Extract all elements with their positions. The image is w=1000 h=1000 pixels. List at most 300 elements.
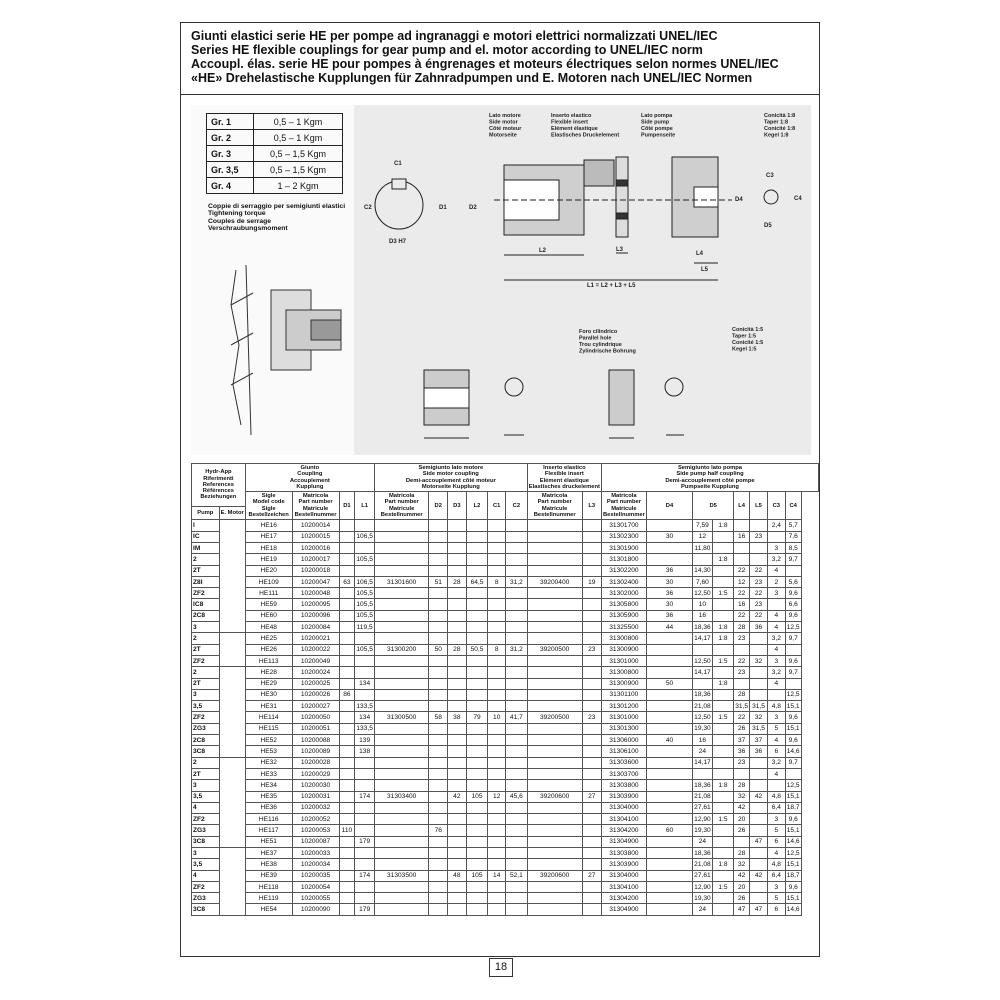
- pump-bore-circle: [764, 190, 778, 204]
- table-row: [192, 757, 819, 768]
- table-cell: 138: [355, 746, 375, 757]
- table-cell: [429, 746, 448, 757]
- table-cell: 28: [734, 689, 750, 700]
- table-cell: [466, 723, 488, 734]
- table-cell: 3: [767, 588, 785, 599]
- table-cell: [527, 689, 582, 700]
- table-cell: [374, 814, 429, 825]
- table-cell: [582, 678, 601, 689]
- table-row: [192, 633, 819, 644]
- table-row: [192, 622, 819, 633]
- table-cell: 28: [734, 847, 750, 858]
- pump-cell: IM: [192, 542, 220, 553]
- table-cell: 12,50: [693, 712, 713, 723]
- table-row: [192, 520, 819, 531]
- table-cell: [712, 531, 734, 542]
- table-cell: [506, 520, 528, 531]
- table-cell: 21,08: [693, 859, 713, 870]
- table-cell: [339, 847, 355, 858]
- table-cell: 42: [750, 791, 768, 802]
- table-cell: [750, 644, 768, 655]
- table-cell: [582, 746, 601, 757]
- table-cell: 24: [693, 904, 713, 915]
- table-cell: 20: [734, 814, 750, 825]
- table-cell: [448, 520, 467, 531]
- table-cell: 6,4: [767, 802, 785, 813]
- taper-hub: [609, 370, 634, 425]
- table-row: [192, 565, 819, 576]
- table-cell: [750, 814, 768, 825]
- table-cell: [734, 542, 750, 553]
- table-cell: 10200033: [292, 847, 339, 858]
- table-cell: [339, 893, 355, 904]
- table-cell: [767, 599, 785, 610]
- table-cell: [355, 825, 375, 836]
- table-cell: [339, 667, 355, 678]
- table-cell: [448, 610, 467, 621]
- table-cell: [712, 757, 734, 768]
- table-cell: 23: [750, 531, 768, 542]
- table-cell: 31304200: [601, 825, 646, 836]
- table-cell: 31305800: [601, 599, 646, 610]
- table-row: [192, 859, 819, 870]
- table-cell: [646, 554, 692, 565]
- table-cell: [429, 622, 448, 633]
- table-cell: 12,5: [785, 689, 801, 700]
- table-cell: [466, 542, 488, 553]
- table-cell: 4,8: [767, 701, 785, 712]
- table-cell: [429, 802, 448, 813]
- table-row: [192, 881, 819, 892]
- table-cell: 6: [767, 836, 785, 847]
- table-cell: [527, 859, 582, 870]
- table-cell: 5: [767, 893, 785, 904]
- table-cell: 9,6: [785, 881, 801, 892]
- table-cell: 31304200: [601, 893, 646, 904]
- table-cell: [448, 689, 467, 700]
- table-cell: [466, 610, 488, 621]
- table-cell: [693, 554, 713, 565]
- table-cell: 15,1: [785, 791, 801, 802]
- table-cell: [355, 633, 375, 644]
- table-cell: [582, 836, 601, 847]
- table-cell: [582, 881, 601, 892]
- table-cell: [712, 610, 734, 621]
- table-cell: 14,17: [693, 667, 713, 678]
- table-cell: [488, 780, 506, 791]
- table-cell: [646, 791, 692, 802]
- table-cell: [466, 825, 488, 836]
- table-cell: [429, 610, 448, 621]
- table-cell: [429, 814, 448, 825]
- insert-label: Inserto elastico Flexible insert Elément élastique Elastisches Druckelement: [551, 113, 620, 139]
- table-cell: [355, 520, 375, 531]
- table-cell: 31303500: [374, 870, 429, 881]
- table-cell: [488, 768, 506, 779]
- table-cell: 12,90: [693, 814, 713, 825]
- table-row: [192, 780, 819, 791]
- table-cell: 10200018: [292, 565, 339, 576]
- table-cell: [429, 599, 448, 610]
- pump-cell: ZF2: [192, 655, 220, 666]
- table-cell: [339, 633, 355, 644]
- table-cell: [712, 791, 734, 802]
- table-cell: [466, 757, 488, 768]
- table-cell: 27,61: [693, 870, 713, 881]
- table-cell: [448, 542, 467, 553]
- table-cell: 36: [750, 746, 768, 757]
- table-cell: 40: [646, 735, 692, 746]
- insert-part-header: Matricola Part number Matricule Bestellnummer: [527, 492, 582, 520]
- table-cell: 31304000: [601, 870, 646, 881]
- table-row: [192, 746, 819, 757]
- pump-cell: I: [192, 520, 220, 531]
- table-cell: [527, 588, 582, 599]
- table-cell: 10200024: [292, 667, 339, 678]
- table-cell: 31301300: [601, 723, 646, 734]
- table-row: [192, 576, 819, 587]
- table-cell: [339, 520, 355, 531]
- table-cell: [712, 565, 734, 576]
- pump-cell: 2T: [192, 768, 220, 779]
- table-cell: 31302300: [601, 531, 646, 542]
- table-cell: [527, 780, 582, 791]
- table-cell: [339, 565, 355, 576]
- pump-cell: ZG3: [192, 893, 220, 904]
- table-cell: 12: [488, 791, 506, 802]
- table-row: [192, 712, 819, 723]
- table-cell: [339, 746, 355, 757]
- table-cell: [582, 757, 601, 768]
- table-cell: HE17: [245, 531, 292, 542]
- torque-row: Gr. 3,5 0,5 – 1,5 Kgm: [207, 162, 343, 178]
- table-cell: 9,6: [785, 588, 801, 599]
- table-cell: [527, 520, 582, 531]
- taper5-label: Conicità 1:5 Taper 1:5 Conicité 1:5 Kegel 1:5: [732, 327, 764, 353]
- table-cell: [527, 768, 582, 779]
- table-cell: 179: [355, 904, 375, 915]
- emotor-cell: [219, 520, 245, 633]
- table-cell: [448, 836, 467, 847]
- table-row: [192, 610, 819, 621]
- table-cell: [506, 667, 528, 678]
- table-cell: 6: [767, 904, 785, 915]
- table-cell: [582, 531, 601, 542]
- table-cell: [466, 904, 488, 915]
- table-cell: [448, 599, 467, 610]
- pump-cell: 3: [192, 622, 220, 633]
- table-cell: 7,60: [693, 576, 713, 587]
- table-cell: [527, 531, 582, 542]
- pump-cell: 2T: [192, 678, 220, 689]
- table-cell: HE31: [245, 701, 292, 712]
- torque-row: Gr. 1 0,5 – 1 Kgm: [207, 114, 343, 130]
- table-cell: [374, 881, 429, 892]
- motor-coupling-header: Semigiunto lato motore Side motor coupling Demi-accouplement côté moteur Motorseite Kupplung: [374, 464, 527, 492]
- table-cell: [750, 893, 768, 904]
- table-cell: 106,5: [355, 576, 375, 587]
- table-cell: 1:8: [712, 520, 734, 531]
- table-cell: [646, 701, 692, 712]
- table-cell: [466, 633, 488, 644]
- table-cell: 37: [750, 735, 768, 746]
- table-cell: 48: [448, 870, 467, 881]
- table-cell: [339, 802, 355, 813]
- table-cell: 9,7: [785, 633, 801, 644]
- table-cell: [506, 678, 528, 689]
- table-cell: [646, 746, 692, 757]
- table-cell: 1:8: [712, 554, 734, 565]
- table-cell: 31303800: [601, 780, 646, 791]
- table-cell: 42: [734, 802, 750, 813]
- table-cell: [582, 780, 601, 791]
- table-cell: 10200053: [292, 825, 339, 836]
- taper8-label: Conicità 1:8 Taper 1:8 Conicité 1:8 Kegel 1:8: [764, 113, 796, 139]
- svg-text:D4: D4: [735, 197, 743, 203]
- emotor-cell: [219, 757, 245, 847]
- table-cell: 63: [339, 576, 355, 587]
- table-row: [192, 678, 819, 689]
- table-cell: [488, 802, 506, 813]
- table-cell: [582, 859, 601, 870]
- table-cell: HE119: [245, 893, 292, 904]
- table-row: [192, 870, 819, 881]
- table-cell: 4: [767, 644, 785, 655]
- table-cell: 110: [339, 825, 355, 836]
- svg-text:D2: D2: [469, 205, 477, 211]
- table-cell: [466, 780, 488, 791]
- table-cell: [429, 588, 448, 599]
- pump-cell: 2: [192, 757, 220, 768]
- table-cell: 31300200: [374, 644, 429, 655]
- table-cell: [466, 588, 488, 599]
- table-cell: [750, 881, 768, 892]
- svg-text:C2: C2: [364, 205, 372, 211]
- table-cell: [582, 622, 601, 633]
- table-cell: [646, 859, 692, 870]
- table-cell: [374, 701, 429, 712]
- table-cell: 36: [646, 610, 692, 621]
- table-cell: [466, 802, 488, 813]
- table-cell: HE16: [245, 520, 292, 531]
- table-cell: 36: [646, 565, 692, 576]
- table-cell: [448, 735, 467, 746]
- table-cell: 23: [750, 576, 768, 587]
- svg-text:L2: L2: [539, 248, 547, 254]
- table-cell: [750, 859, 768, 870]
- table-cell: [488, 735, 506, 746]
- table-cell: HE116: [245, 814, 292, 825]
- table-cell: 3,2: [767, 633, 785, 644]
- table-cell: 133,5: [355, 723, 375, 734]
- table-cell: [506, 825, 528, 836]
- table-row: [192, 588, 819, 599]
- table-cell: [712, 904, 734, 915]
- table-cell: 16: [693, 610, 713, 621]
- table-cell: [582, 554, 601, 565]
- table-cell: [429, 870, 448, 881]
- table-cell: [527, 565, 582, 576]
- table-cell: 10200048: [292, 588, 339, 599]
- table-cell: [466, 701, 488, 712]
- table-cell: 31301000: [601, 712, 646, 723]
- table-cell: [750, 757, 768, 768]
- table-cell: 10200096: [292, 610, 339, 621]
- table-cell: [712, 870, 734, 881]
- table-cell: [488, 904, 506, 915]
- table-cell: 32: [750, 655, 768, 666]
- table-cell: [582, 667, 601, 678]
- table-cell: 174: [355, 791, 375, 802]
- table-cell: [448, 802, 467, 813]
- table-cell: 31301100: [601, 689, 646, 700]
- table-cell: 10: [488, 712, 506, 723]
- table-cell: [488, 588, 506, 599]
- table-cell: 3,2: [767, 667, 785, 678]
- table-cell: 10200014: [292, 520, 339, 531]
- table-cell: 36: [750, 622, 768, 633]
- table-cell: [466, 565, 488, 576]
- table-cell: [750, 542, 768, 553]
- table-cell: [374, 531, 429, 542]
- table-cell: 3: [767, 814, 785, 825]
- table-cell: 6: [767, 746, 785, 757]
- table-row: [192, 531, 819, 542]
- table-cell: [374, 723, 429, 734]
- table-cell: [527, 904, 582, 915]
- table-cell: [339, 814, 355, 825]
- table-header-row-3: Pump E. Motor: [192, 507, 819, 520]
- table-cell: [488, 881, 506, 892]
- table-cell: 106,5: [355, 531, 375, 542]
- table-cell: 14,6: [785, 904, 801, 915]
- table-cell: 16: [734, 599, 750, 610]
- table-cell: [374, 678, 429, 689]
- table-cell: [734, 836, 750, 847]
- table-row: [192, 667, 819, 678]
- table-cell: [429, 904, 448, 915]
- table-cell: [429, 655, 448, 666]
- part-number-header: Matricola Part number Matricule Bestellnummer: [292, 492, 339, 520]
- table-cell: [466, 520, 488, 531]
- table-cell: [355, 859, 375, 870]
- table-cell: [734, 678, 750, 689]
- title-en: Series HE flexible couplings for gear pump and el. motor according to UNEL/IEC norm: [191, 43, 703, 57]
- table-cell: [506, 881, 528, 892]
- coupling-data-table: [191, 463, 819, 916]
- table-cell: [339, 554, 355, 565]
- table-cell: [527, 678, 582, 689]
- table-cell: [488, 633, 506, 644]
- table-cell: 31304900: [601, 904, 646, 915]
- table-cell: 14,6: [785, 746, 801, 757]
- table-cell: [750, 780, 768, 791]
- table-cell: HE59: [245, 599, 292, 610]
- table-cell: [429, 542, 448, 553]
- table-cell: HE38: [245, 859, 292, 870]
- table-cell: 134: [355, 678, 375, 689]
- table-cell: [488, 689, 506, 700]
- table-cell: [429, 780, 448, 791]
- table-cell: 28: [734, 622, 750, 633]
- table-cell: 37: [734, 735, 750, 746]
- table-cell: 15,1: [785, 825, 801, 836]
- svg-text:L4: L4: [696, 251, 704, 257]
- table-cell: 31301800: [601, 554, 646, 565]
- motor-side-label: Lato motore Side motor Côté moteur Motorseite: [489, 113, 522, 139]
- table-cell: 31303800: [601, 847, 646, 858]
- table-cell: 7,59: [693, 520, 713, 531]
- table-cell: [506, 802, 528, 813]
- table-cell: 31304000: [601, 802, 646, 813]
- table-cell: 10200047: [292, 576, 339, 587]
- table-cell: 45,6: [506, 791, 528, 802]
- table-cell: [466, 893, 488, 904]
- table-cell: HE48: [245, 622, 292, 633]
- table-cell: [646, 847, 692, 858]
- table-cell: HE52: [245, 735, 292, 746]
- table-cell: [448, 757, 467, 768]
- table-cell: [355, 893, 375, 904]
- table-cell: [582, 610, 601, 621]
- table-cell: [712, 836, 734, 847]
- table-cell: HE51: [245, 836, 292, 847]
- table-cell: [466, 859, 488, 870]
- title-de: «HE» Drehelastische Kupplungen für Zahnradpumpen und E. Motoren nach UNEL/IEC Normen: [191, 71, 753, 85]
- table-cell: 105,5: [355, 644, 375, 655]
- table-cell: [466, 531, 488, 542]
- table-cell: HE32: [245, 757, 292, 768]
- table-cell: [429, 531, 448, 542]
- table-cell: [429, 701, 448, 712]
- table-cell: [355, 655, 375, 666]
- table-row: [192, 825, 819, 836]
- table-cell: 10200035: [292, 870, 339, 881]
- table-cell: 42: [448, 791, 467, 802]
- table-cell: 10200021: [292, 633, 339, 644]
- pump-cell: 3C8: [192, 746, 220, 757]
- table-cell: 23: [734, 667, 750, 678]
- table-cell: 4: [767, 565, 785, 576]
- table-cell: 31301200: [601, 701, 646, 712]
- svg-text:L1 = L2 + L3 + L5: L1 = L2 + L3 + L5: [587, 283, 636, 289]
- table-cell: [646, 655, 692, 666]
- table-cell: [448, 622, 467, 633]
- table-cell: 3: [767, 712, 785, 723]
- table-cell: 31,2: [506, 644, 528, 655]
- table-cell: [339, 622, 355, 633]
- pump-cell: ZF2: [192, 814, 220, 825]
- table-cell: 10200026: [292, 689, 339, 700]
- table-cell: [712, 644, 734, 655]
- pump-cell: 2C8: [192, 610, 220, 621]
- table-cell: [646, 836, 692, 847]
- table-cell: HE19: [245, 554, 292, 565]
- table-cell: [429, 881, 448, 892]
- table-cell: 31303900: [601, 859, 646, 870]
- table-cell: [374, 520, 429, 531]
- table-cell: [712, 825, 734, 836]
- table-cell: 12: [693, 531, 713, 542]
- table-cell: 105,5: [355, 610, 375, 621]
- table-cell: 26: [734, 723, 750, 734]
- table-cell: 31304100: [601, 814, 646, 825]
- table-cell: 23: [750, 599, 768, 610]
- table-cell: 44: [646, 622, 692, 633]
- table-cell: [488, 814, 506, 825]
- table-cell: [355, 881, 375, 892]
- table-cell: 3: [767, 655, 785, 666]
